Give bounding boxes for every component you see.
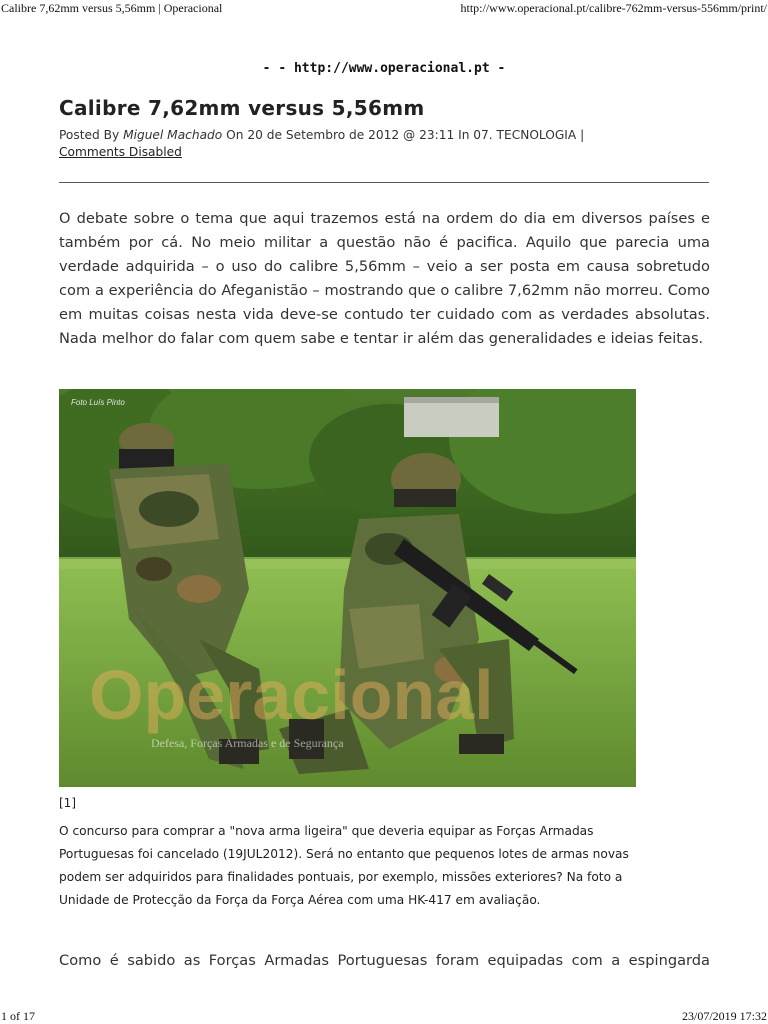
post-category: 07. TECNOLOGIA: [473, 128, 577, 142]
article-title: Calibre 7,62mm versus 5,56mm: [59, 96, 425, 120]
meta-separator: |: [580, 128, 585, 142]
print-header: [0, 0, 768, 18]
author-name: Miguel Machado: [123, 128, 223, 142]
soldiers-photo-illustration: [59, 389, 636, 787]
article-paragraph-2: Como é sabido as Forças Armadas Portuguesas foram equipadas com a espingarda: [59, 952, 710, 969]
article-meta: [59, 127, 719, 161]
footnote-ref[interactable]: [1]: [59, 796, 76, 810]
print-footer: [0, 1008, 768, 1024]
print-page-title: Calibre 7,62mm versus 5,56mm | Operacional: [1, 1, 223, 15]
photo-caption: O concurso para comprar a "nova arma ligeira" que deveria equipar as Forças Armadas Portuguesas foi cancelado (19JUL2012). Será no entanto que pequenos lotes de armas novas podem ser adquiridos para finalidades pontuais, por exemplo, missões exteriores? Na foto a Unidade de Protecção da Força da Força Aérea com uma HK-417 em avaliação.: [59, 824, 629, 907]
in-label: In: [458, 128, 470, 142]
print-page-number: 1 of 17: [1, 1009, 35, 1023]
photo-watermark-tagline: Defesa, Forças Armadas e de Segurança: [151, 736, 344, 750]
comments-link[interactable]: Comments Disabled: [59, 145, 182, 159]
article-photo: [59, 389, 636, 787]
post-date: 20 de Setembro de 2012 @ 23:11: [247, 128, 455, 142]
posted-by-label: Posted By: [59, 128, 120, 142]
article-paragraph-1: O debate sobre o tema que aqui trazemos está na ordem do dia em diversos países e também por cá. No meio militar a questão não é pacifica. Aquilo que parecia uma verdade adquirida – o uso do calibre 5,56mm – veio a ser posta em causa sobretudo com a experiência do Afeganistão – mostrando que o calibre 7,62mm não morreu. Como em muitas coisas nesta vida deve-se contudo ter cuidado com as verdades absolutas. Nada melhor do falar com quem sabe e tentar ir além das generalidades e ideias feitas.: [59, 210, 710, 347]
photo-watermark: Operacional: [89, 656, 494, 734]
print-url: http://www.operacional.pt/calibre-762mm-versus-556mm/print/: [460, 1, 767, 15]
header-divider: [59, 182, 709, 183]
on-label: On: [226, 128, 244, 142]
site-url-line: - - http://www.operacional.pt -: [262, 61, 506, 76]
print-datetime: 23/07/2019 17:32: [681, 1009, 767, 1023]
photo-credit: Foto Luís Pinto: [71, 398, 125, 407]
